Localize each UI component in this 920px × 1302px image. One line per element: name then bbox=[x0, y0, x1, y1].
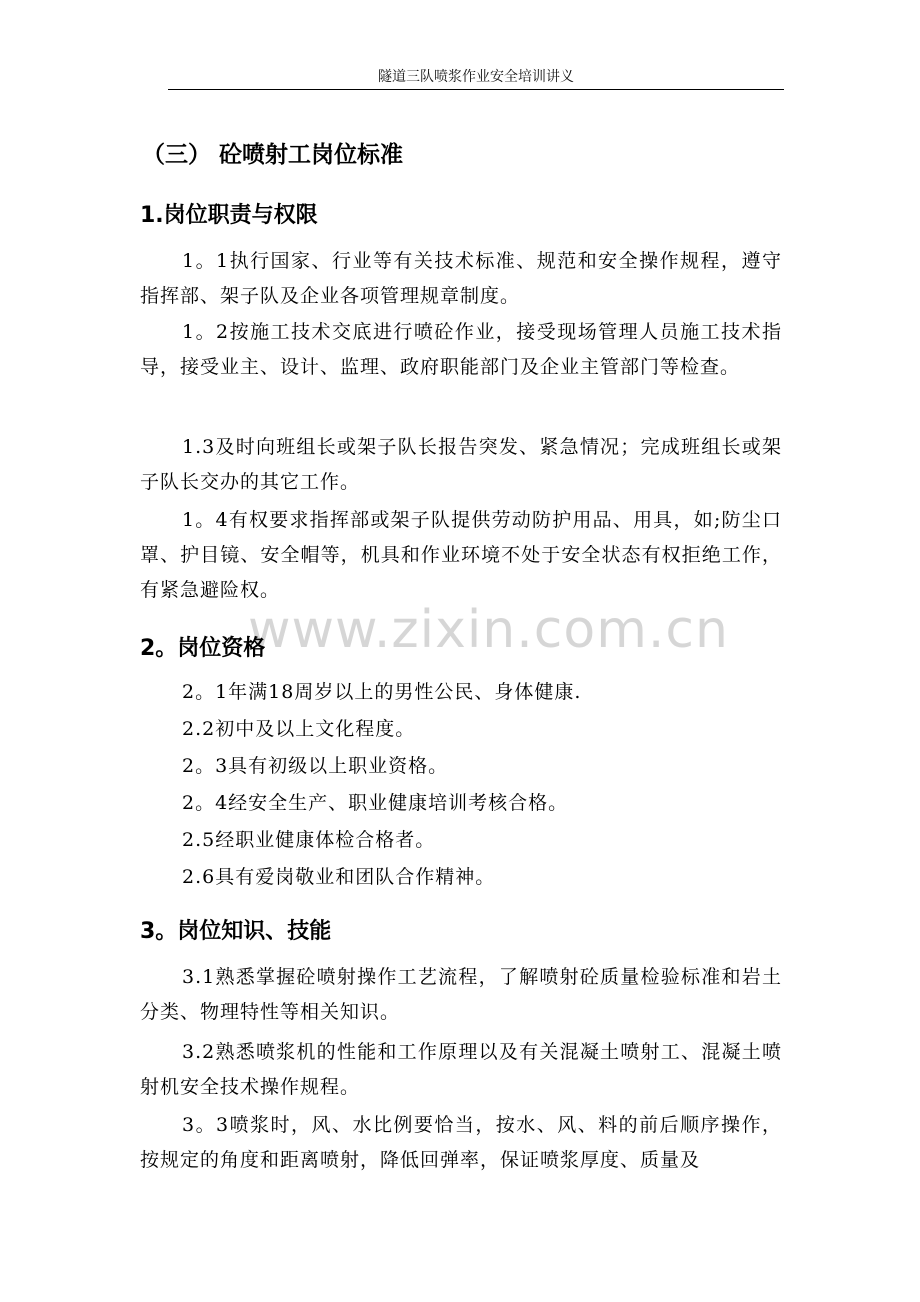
header-rule bbox=[168, 89, 784, 90]
list-item-2-2: 2.2初中及以上文化程度。 bbox=[182, 718, 416, 740]
paragraph-1-3: 1.3及时向班组长或架子队长报告突发、紧急情况；完成班组长或架子队长交办的其它工作。 bbox=[140, 436, 782, 493]
page-header-title: 隧道三队喷浆作业安全培训讲义 bbox=[378, 69, 574, 85]
paragraph-3-3: 3。3喷浆时，风、水比例要恰当，按水、风、料的前后顺序操作，按规定的角度和距离喷射，降低回弹率，保证喷浆厚度、质量及 bbox=[140, 1114, 782, 1171]
list-item-2-5: 2.5经职业健康体检合格者。 bbox=[182, 829, 436, 851]
list-item-2-4: 2。4经安全生产、职业健康培训考核合格。 bbox=[182, 792, 569, 814]
list-item-2-1: 2。1年满18周岁以上的男性公民、身体健康. bbox=[182, 681, 582, 703]
heading-knowledge-skills: 3。岗位知识、技能 bbox=[140, 919, 332, 944]
watermark: www.zixin.com.cn bbox=[248, 600, 729, 660]
paragraph-3-1: 3.1熟悉掌握砼喷射操作工艺流程，了解喷射砼质量检验标准和岩土分类、物理特性等相关知识。 bbox=[140, 966, 782, 1023]
section-title: （三） 砼喷射工岗位标准 bbox=[142, 142, 404, 168]
heading-duties: 1.岗位职责与权限 bbox=[140, 203, 318, 228]
paragraph-1-2: 1。2按施工技术交底进行喷砼作业，接受现场管理人员施工技术指导，接受业主、设计、监理、政府职能部门及企业主管部门等检查。 bbox=[140, 321, 782, 378]
heading-qualification: 2。岗位资格 bbox=[140, 636, 266, 661]
list-item-2-3: 2。3具有初级以上职业资格。 bbox=[182, 755, 449, 777]
list-item-2-6: 2.6具有爱岗敬业和团队合作精神。 bbox=[182, 866, 496, 888]
paragraph-3-2: 3.2熟悉喷浆机的性能和工作原理以及有关混凝土喷射工、混凝土喷射机安全技术操作规程。 bbox=[140, 1041, 782, 1098]
paragraph-1-4: 1。4有权要求指挥部或架子队提供劳动防护用品、用具，如;防尘口罩、护目镜、安全帽等，机具和作业环境不处于安全状态有权拒绝工作，有紧急避险权。 bbox=[140, 509, 782, 601]
paragraph-1-1: 1。1执行国家、行业等有关技术标准、规范和安全操作规程，遵守指挥部、架子队及企业各项管理规章制度。 bbox=[140, 250, 782, 307]
